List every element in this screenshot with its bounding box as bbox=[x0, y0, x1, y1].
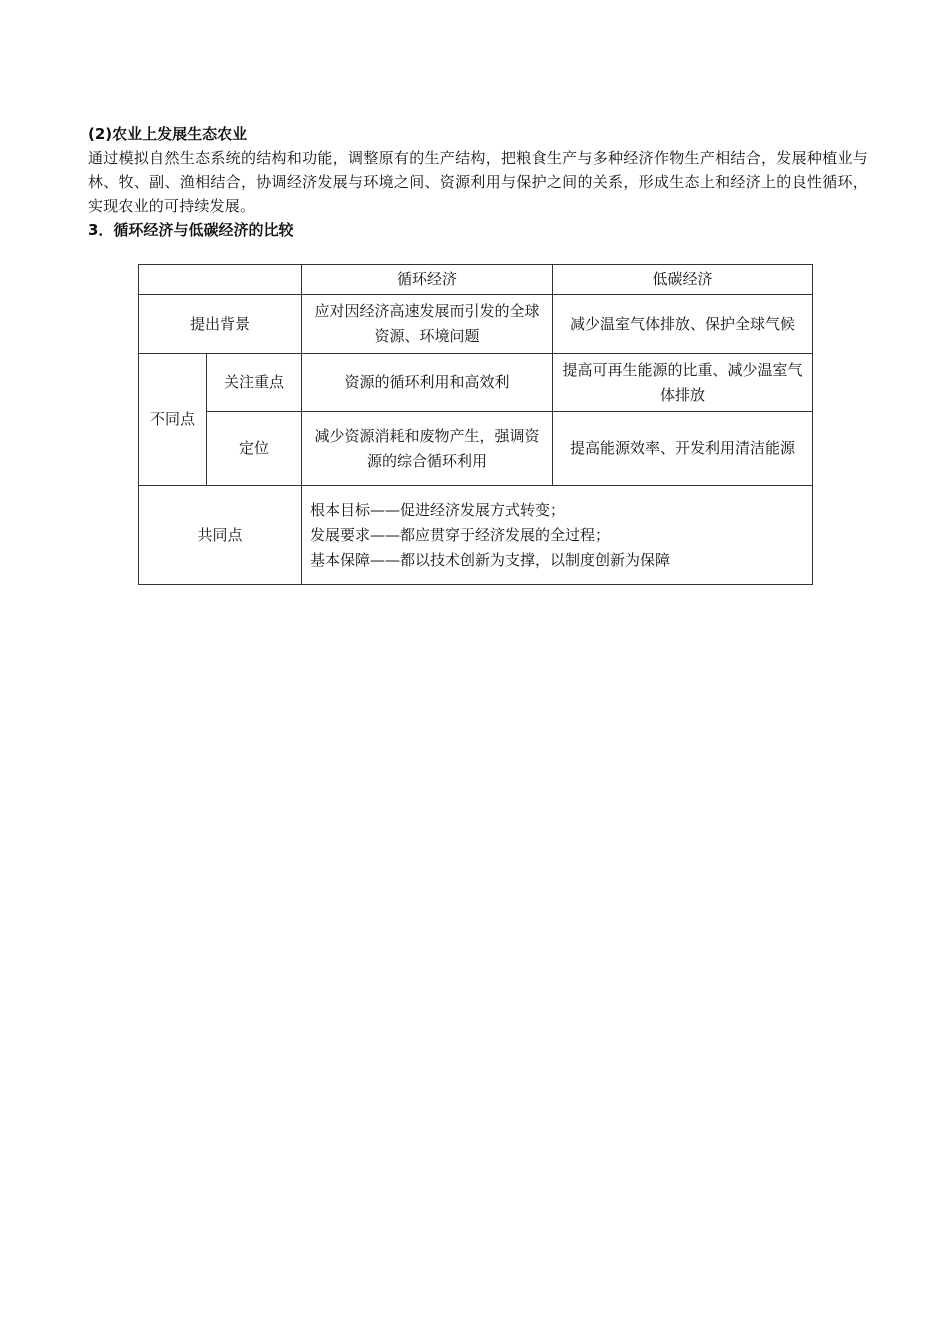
cell-common-points bbox=[302, 486, 813, 585]
table-row-background bbox=[139, 295, 813, 354]
cell-background-low-carbon: 减少温室气体排放、保护全球气候 bbox=[553, 295, 813, 354]
cell-background-circular: 应对因经济高速发展而引发的全球资源、环境问题 bbox=[302, 295, 553, 354]
cell-positioning-low-carbon: 提高能源效率、开发利用清洁能源 bbox=[553, 412, 813, 486]
row-label-differences: 不同点 bbox=[139, 354, 207, 486]
comparison-table bbox=[138, 264, 813, 585]
section-heading-comparison: 3．循环经济与低碳经济的比较 bbox=[88, 221, 294, 239]
common-point-requirement: 发展要求——都应贯穿于经济发展的全过程； bbox=[310, 525, 611, 544]
table-row-focus bbox=[139, 354, 813, 412]
document-body bbox=[88, 122, 868, 242]
table-row-positioning bbox=[139, 412, 813, 486]
table-row-common bbox=[139, 486, 813, 585]
header-circular-economy: 循环经济 bbox=[302, 265, 553, 295]
section-heading-ecological-agriculture: (2)农业上发展生态农业 bbox=[88, 125, 248, 143]
cell-focus-low-carbon: 提高可再生能源的比重、减少温室气体排放 bbox=[553, 354, 813, 412]
row-label-common: 共同点 bbox=[139, 486, 302, 585]
header-low-carbon-economy: 低碳经济 bbox=[553, 265, 813, 295]
row-label-positioning: 定位 bbox=[207, 412, 302, 486]
row-label-focus: 关注重点 bbox=[207, 354, 302, 412]
table-corner-cell bbox=[139, 265, 302, 295]
common-point-goal: 根本目标——促进经济发展方式转变； bbox=[310, 500, 566, 519]
cell-positioning-circular: 减少资源消耗和废物产生，强调资源的综合循环利用 bbox=[302, 412, 553, 486]
table-header-row bbox=[139, 265, 813, 295]
row-label-background: 提出背景 bbox=[139, 295, 302, 354]
common-point-guarantee: 基本保障——都以技术创新为支撑，以制度创新为保障 bbox=[310, 550, 671, 569]
cell-focus-circular: 资源的循环利用和高效利 bbox=[302, 354, 553, 412]
ecological-agriculture-paragraph: 通过模拟自然生态系统的结构和功能，调整原有的生产结构，把粮食生产与多种经济作物生产相结合，发展种植业与林、牧、副、渔相结合，协调经济发展与环境之间、资源利用与保护之间的关系，形成生态上和经济上的良性循环，实现农业的可持续发展。 bbox=[88, 149, 868, 215]
